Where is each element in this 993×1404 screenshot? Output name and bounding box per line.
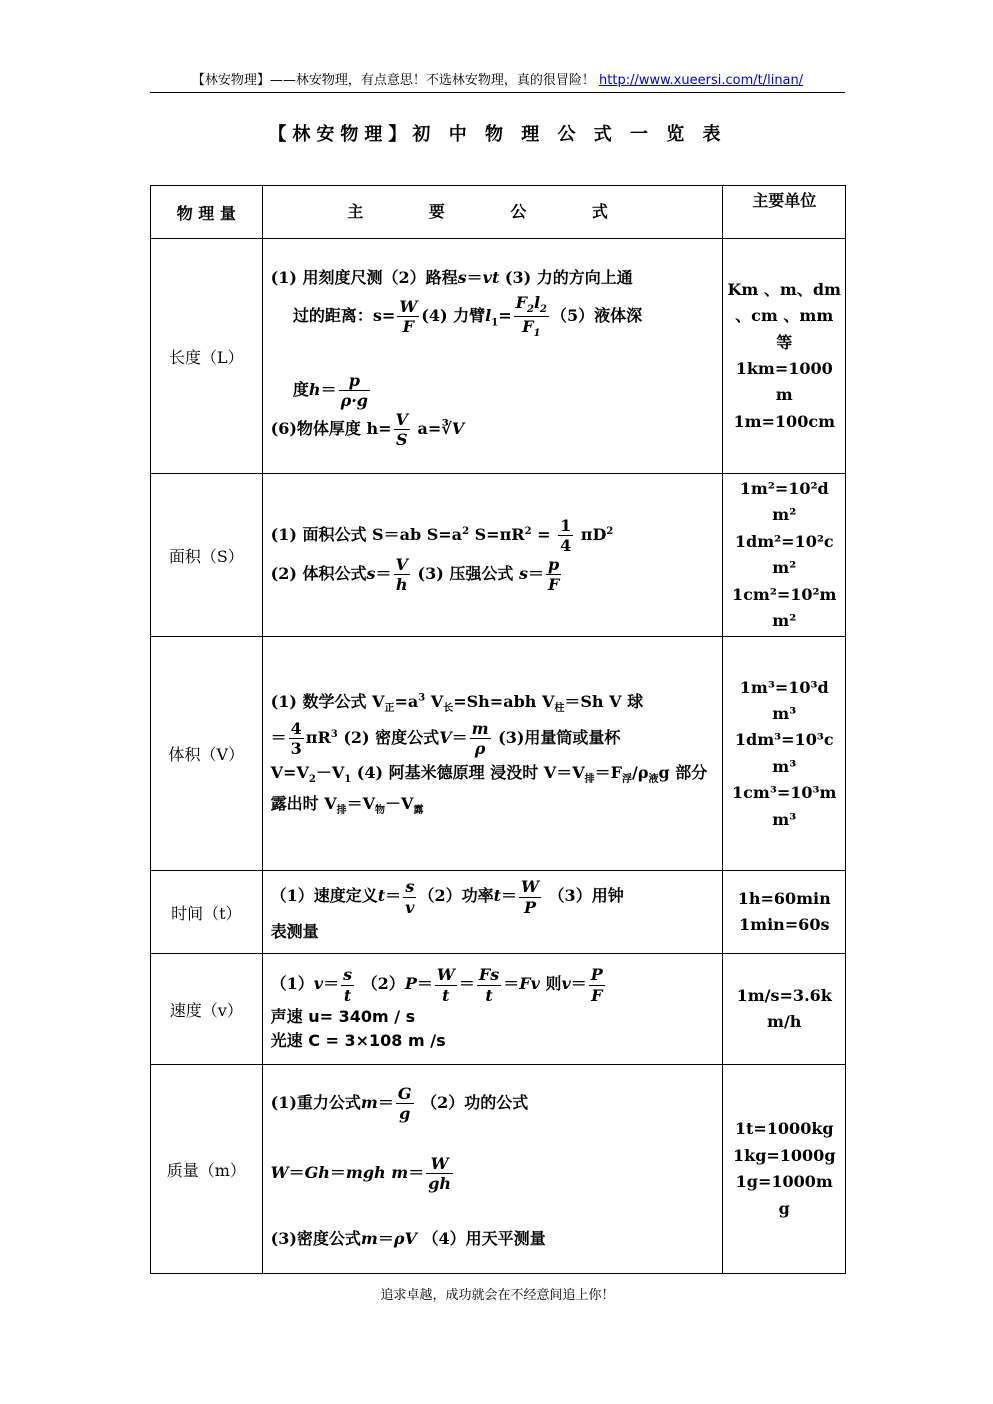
header-quantity: 物 理 量 xyxy=(151,186,263,239)
unit-volume: 1m³=10³d m³ 1dm³=10³c m³ 1cm³=10³m m³ xyxy=(723,637,846,871)
header-text: 【林安物理】——林安物理，有点意思！不选林安物理，真的很冒险！ xyxy=(191,73,595,88)
formula-time: （1）速度定义t＝ $\frac{s}{v}$ （2）功率t＝ $\frac{W}{P}$ （3）用钟 表测量 xyxy=(262,871,723,954)
page-title: 【林安物理】初 中 物 理 公 式 一 览 表 xyxy=(268,124,727,145)
sound-speed: 声速 u= 340m / s xyxy=(270,1006,416,1026)
light-speed: 光速 C = 3×108 m /s xyxy=(270,1030,446,1050)
table-header-row xyxy=(151,186,846,239)
header-link[interactable]: http://www.xueersi.com/t/linan/ xyxy=(599,73,804,88)
row-speed xyxy=(151,954,846,1065)
unit-length: Km 、m、dm 、cm 、mm 等 1km=1000 m 1m=100cm xyxy=(723,239,846,474)
header-unit: 主要单位 xyxy=(723,186,846,239)
row-time xyxy=(151,871,846,954)
formula-speed: （1）v＝ $\frac{s}{t}$ （2）P＝ $\frac{W}{t}$ ＝ $\frac{Fs}{t}$ ＝Fv 则v＝ $\frac{P}{F}$ 声速 u= 340m / s 光速 C = 3×108 m /s xyxy=(262,954,723,1065)
quantity-speed: 速度（v） xyxy=(151,954,263,1065)
page-header xyxy=(150,70,845,93)
formula-table xyxy=(150,185,846,1274)
row-length xyxy=(151,239,846,474)
unit-mass: 1t=1000kg 1kg=1000g 1g=1000m g xyxy=(723,1065,846,1274)
unit-speed: 1m/s=3.6k m/h xyxy=(723,954,846,1065)
unit-time: 1h=60min 1min=60s xyxy=(723,871,846,954)
formula-volume: (1) 数学公式 $V_正=a^3$ $V_长=Sh=abh$ $V_柱=Sh$ V 球 ＝ $\frac{4}{3}$ $\pi R^3$ (2) 密度公式V＝ $\frac{m}{\rho}$ (3)用量筒或量杯 $V=V_2-V_1$ (4) 阿基米德原理 浸没时 $V=V_排=F_浮/\rho_液g$ 部分露出时 $V_排=V_物-V_露$ xyxy=(262,637,723,871)
formula-area: (1) 面积公式 S＝ab $S=a^2$ $S=\pi R^2$ = $\frac{1}{4}$ $\pi D^2$ (2) 体积公式s＝ $\frac{V}{h}$ (3) 压强公式 s＝ $\frac{p}{F}$ xyxy=(262,474,723,637)
row-area xyxy=(151,474,846,637)
quantity-mass: 质量（m） xyxy=(151,1065,263,1274)
row-volume xyxy=(151,637,846,871)
quantity-area: 面积（S） xyxy=(151,474,263,637)
quantity-time: 时间（t） xyxy=(151,871,263,954)
quantity-length: 长度（L） xyxy=(151,239,263,474)
formula-mass: (1)重力公式m＝ $\frac{G}{g}$ （2）功的公式 W＝Gh＝mgh m＝ $\frac{W}{gh}$ (3)密度公式m＝ρV （4）用天平测量 xyxy=(262,1065,723,1274)
quantity-volume: 体积（V） xyxy=(151,637,263,871)
row-mass xyxy=(151,1065,846,1274)
formula-length: (1) 用刻度尺测（2）路程s＝vt (3) 力的方向上通 过的距离：s= $\frac{W}{F}$ (4) 力臂$l_1=$ $\frac{F_2l_2}{F_1}$ （5）液体深 度h＝ $\frac{p}{\rho\cdot g}$ (6)物体厚度 h= $\frac{V}{S}$ a=∛V xyxy=(262,239,723,474)
header-formula: 主 要 公 式 xyxy=(262,186,723,239)
unit-area: 1m²=10²d m² 1dm²=10²c m² 1cm²=10²m m² xyxy=(723,474,846,637)
page-footer: 追求卓越，成功就会在不经意间追上你！ xyxy=(380,1288,615,1303)
